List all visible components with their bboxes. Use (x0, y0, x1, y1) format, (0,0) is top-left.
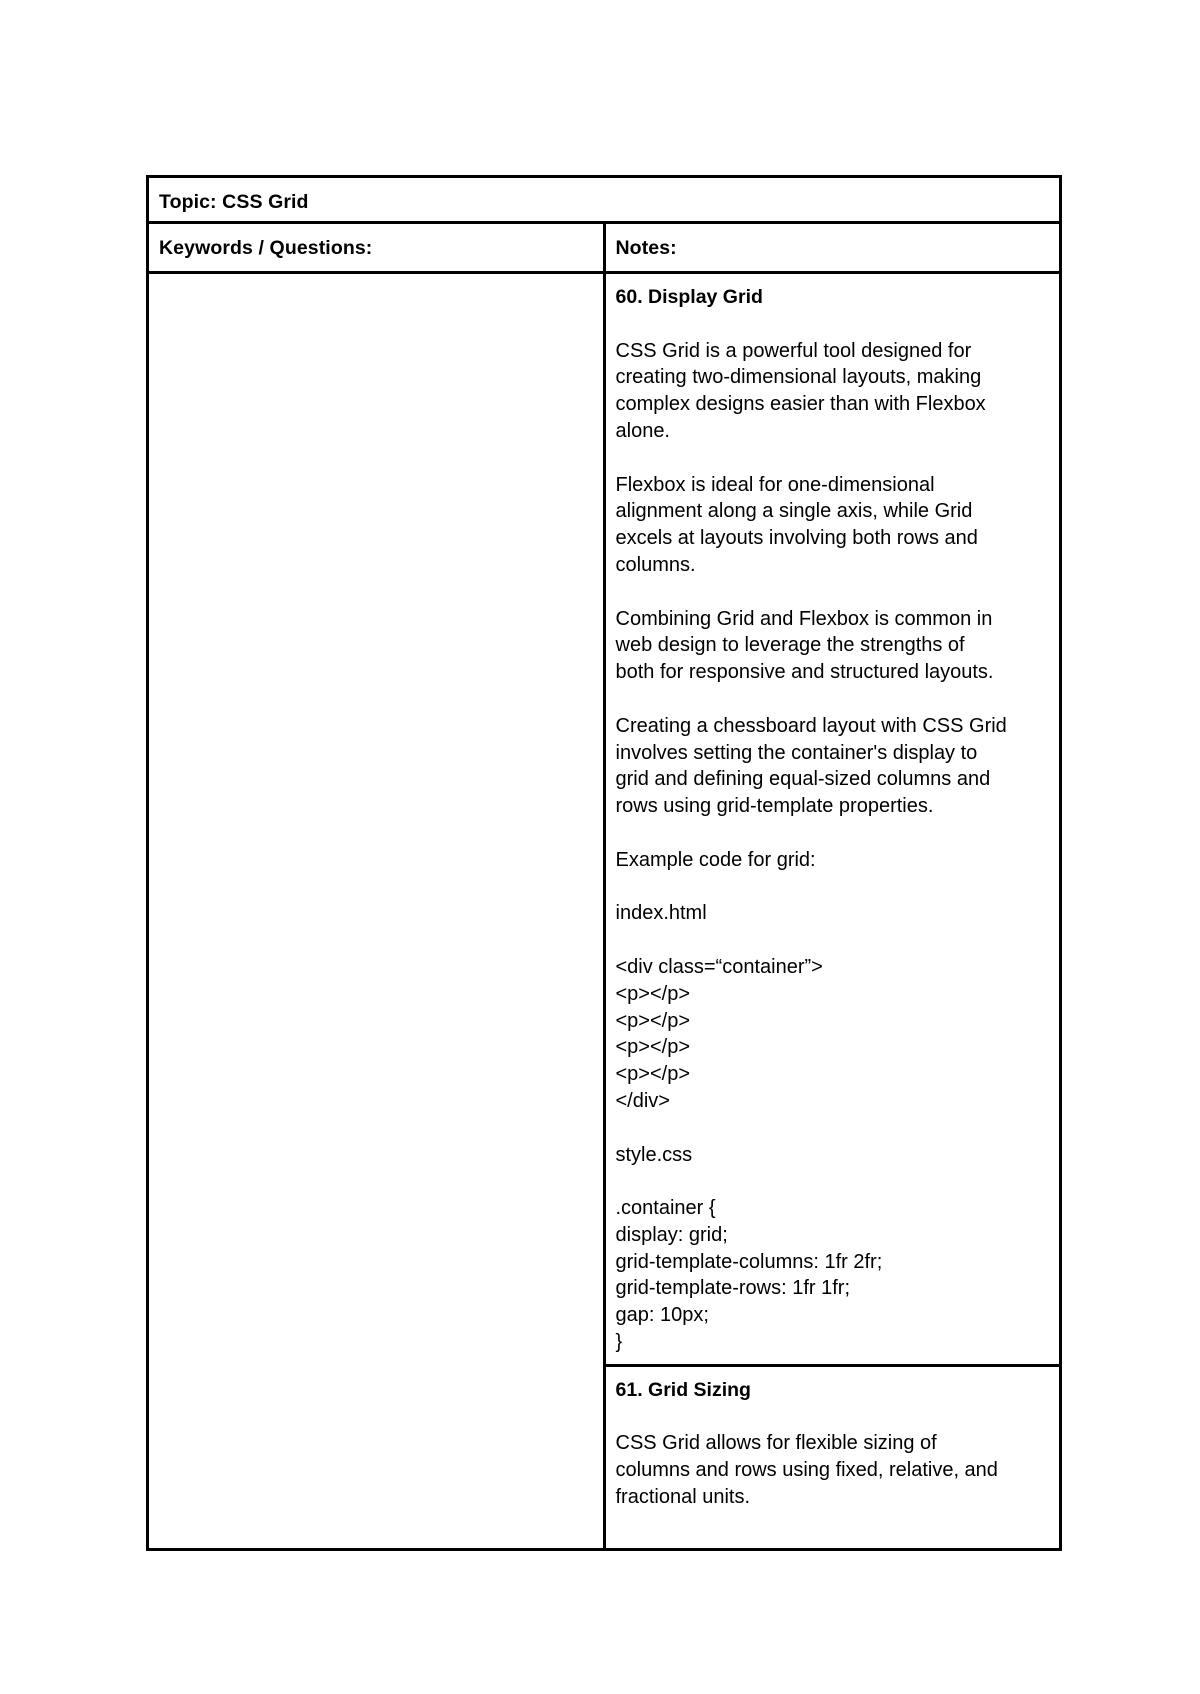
paragraph-line: web design to leverage the strengths of (615, 634, 965, 657)
notes-header-cell (604, 223, 1061, 273)
notes-header: Notes: (615, 237, 677, 259)
code-line: <div class=“container”> (615, 955, 823, 978)
paragraph-line: grid and defining equal-sized columns and (615, 768, 991, 791)
code-line: .container { (615, 1197, 716, 1220)
paragraph-line: alone. (615, 419, 670, 442)
paragraph-line: columns. (615, 553, 696, 576)
code-line: <p></p> (615, 982, 691, 1005)
section-title: 60. Display Grid (615, 286, 763, 308)
code-line: grid-template-rows: 1fr 1fr; (615, 1277, 851, 1300)
cornell-notes-table (146, 175, 1062, 1551)
topic-title: Topic: CSS Grid (159, 191, 309, 213)
keywords-column (148, 273, 605, 1550)
note-section-60 (604, 273, 1061, 1366)
paragraph-line: complex designs easier than with Flexbox (615, 393, 986, 416)
code-line: grid-template-columns: 1fr 2fr; (615, 1250, 883, 1273)
code-line: gap: 10px; (615, 1304, 709, 1327)
section-title: 61. Grid Sizing (615, 1378, 751, 1401)
code-line: <p></p> (615, 1009, 691, 1032)
html-filename: index.html (615, 902, 707, 925)
paragraph-line: columns and rows using fixed, relative, and (615, 1459, 998, 1482)
paragraph-line: Creating a chessboard layout with CSS Grid (615, 714, 1007, 737)
paragraph-line: involves setting the container's display to (615, 741, 978, 764)
keywords-header-cell (148, 223, 605, 273)
note-section-61 (604, 1365, 1061, 1549)
paragraph-line: CSS Grid allows for flexible sizing of (615, 1432, 937, 1455)
code-line: <p></p> (615, 1036, 691, 1059)
paragraph-line: excels at layouts involving both rows and (615, 527, 978, 550)
topic-cell (148, 177, 1061, 223)
paragraph-line: both for responsive and structured layouts. (615, 661, 994, 684)
paragraph-line: alignment along a single axis, while Grid (615, 500, 973, 523)
paragraph-line: CSS Grid is a powerful tool designed for (615, 339, 972, 362)
paragraph-line: rows using grid-template properties. (615, 795, 934, 818)
code-line: <p></p> (615, 1063, 691, 1086)
paragraph-line: Flexbox is ideal for one-dimensional (615, 473, 935, 496)
paragraph-line: creating two-dimensional layouts, making (615, 366, 982, 389)
code-line: display: grid; (615, 1223, 728, 1246)
css-filename: style.css (615, 1143, 693, 1166)
code-line: } (615, 1331, 623, 1354)
keywords-header: Keywords / Questions: (159, 237, 373, 259)
code-line: </div> (615, 1089, 670, 1112)
example-intro: Example code for grid: (615, 848, 816, 871)
paragraph-line: fractional units. (615, 1486, 751, 1509)
paragraph-line: Combining Grid and Flexbox is common in (615, 607, 993, 630)
